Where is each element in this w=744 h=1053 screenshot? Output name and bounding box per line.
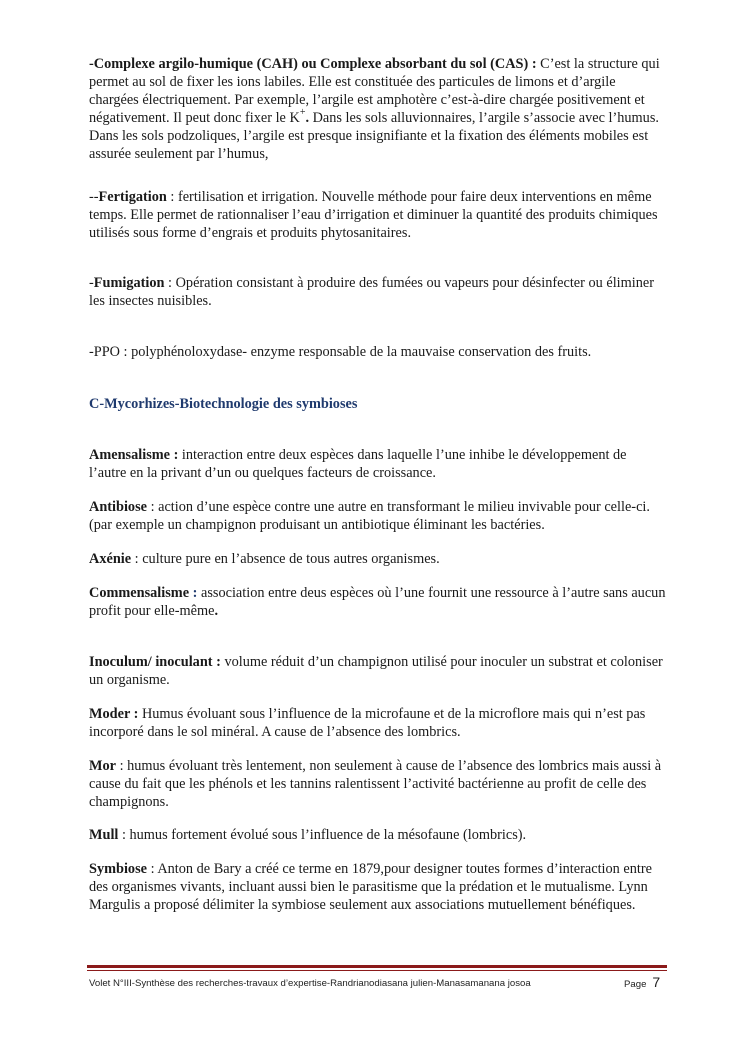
definition-commensalisme [89, 584, 667, 620]
definition-fertigation [89, 188, 667, 242]
definition-ppo [89, 343, 667, 361]
definition-text: C’est la structure qui permet au sol de fixer les ions labiles. Elle est constituée des particules de limons et d’argile chargées électriquement. Par exemple, l’argile est amphotère c’est-à-dire chargée positivement et négativement. Il peut donc fixer le K [89, 56, 660, 126]
footer-rule-thick [87, 965, 667, 968]
page-label: Page [624, 979, 647, 990]
definition-symbiose [89, 860, 667, 914]
prefix: -- [89, 189, 99, 205]
term-moder: Moder : [89, 706, 139, 722]
page-number-value: 7 [652, 974, 661, 990]
definition-text: volume réduit d’un champignon utilisé pour inoculer un substrat et coloniser un organisme. [89, 654, 663, 688]
definition-text: : action d’une espèce contre une autre en transformant le milieu invivable pour celle-ci.(par exemple un champignon produisant un antibiotique éliminant les bactéries. [89, 499, 650, 533]
definition-text: Dans les sols alluvionnaires, l’argile s’associe avec l’humus. Dans les sols podzoliques, l’argile est presque insignifiante et la fixation des éléments mobiles est assurée seulement par l’humus, [89, 110, 659, 162]
definition-text: : Anton de Bary a créé ce terme en 1879,pour designer toutes formes d’interaction entre des organismes vivants, incluant aussi bien le parasitisme que la prédation et le mutualisme. Lynn Margulis a proposé délimiter la symbiose seulement aux associations mutuellement bénéfiques. [89, 861, 652, 913]
term-amensalisme: Amensalisme : [89, 447, 179, 463]
definition-text: Humus évoluant sous l’influence de la microfaune et de la microflore mais qui n’est pas incorporé dans le sol minéral. A cause de l’absence des lombrics. [89, 706, 646, 740]
term-inoculum: Inoculum/ inoculant : [89, 654, 221, 670]
term-antibiose: Antibiose [89, 499, 147, 515]
definition-antibiose [89, 498, 667, 534]
period: . [305, 110, 310, 126]
section-heading: C-Mycorhizes-Biotechnologie des symbioses [89, 396, 358, 412]
definition-text: association entre deus espèces où l’une fournit une ressource à l’autre sans aucun profit pour elle-même [89, 585, 666, 619]
footer-text: Volet N°III-Synthèse des recherches-travaux d’expertise-Randrianodiasana julien-Manasamanana josoa [89, 978, 531, 989]
term-mull: Mull [89, 827, 119, 843]
definition-axenie [89, 550, 667, 568]
definition-text: -PPO : polyphénoloxydase- enzyme responsable de la mauvaise conservation des fruits. [89, 344, 592, 360]
footer-rule-thin [87, 970, 667, 971]
term-cah: -Complexe argilo-humique (CAH) ou Complexe absorbant du sol (CAS) : [89, 56, 537, 72]
prefix: - [89, 275, 94, 291]
page-number [624, 974, 660, 990]
term-symbiose: Symbiose [89, 861, 147, 877]
definition-amensalisme [89, 446, 667, 482]
definition-inoculum [89, 653, 667, 689]
term-axenie: Axénie [89, 551, 132, 567]
definition-text: : fertilisation et irrigation. Nouvelle méthode pour faire deux interventions en même temps. Elle permet de rationnaliser l’eau d’irrigation et diminuer la quantité des produits chimiques utilisés sous forme d’engrais et produits phytosanitaires. [89, 189, 658, 241]
definition-text: : humus fortement évolué sous l’influence de la mésofaune (lombrics). [118, 827, 527, 843]
definition-mor [89, 757, 667, 811]
definition-fumigation [89, 274, 667, 310]
definition-text: interaction entre deux espèces dans laquelle l’une inhibe le développement de l’autre en la privant d’un ou quelques facteurs de croissance. [89, 447, 627, 481]
definition-moder [89, 705, 667, 741]
superscript-plus: + [299, 107, 306, 118]
term-mor: Mor [89, 758, 116, 774]
colon: : [189, 585, 198, 601]
definition-text: : humus évoluant très lentement, non seulement à cause de l’absence des lombrics mais aussi à cause du fait que les phénols et les tannins ralentissent l’activité bactérienne au profit de celle des champignons. [89, 758, 662, 810]
term-commensalisme: Commensalisme [89, 585, 190, 601]
period: . [214, 603, 219, 619]
definition-mull [89, 826, 667, 844]
term-fumigation: Fumigation [93, 275, 165, 291]
definition-text: : culture pure en l’absence de tous autres organismes. [131, 551, 440, 567]
definition-cah [89, 55, 667, 163]
term-fertigation: Fertigation [98, 189, 167, 205]
definition-text: : Opération consistant à produire des fumées ou vapeurs pour désinfecter ou éliminer les insectes nuisibles. [89, 275, 654, 309]
